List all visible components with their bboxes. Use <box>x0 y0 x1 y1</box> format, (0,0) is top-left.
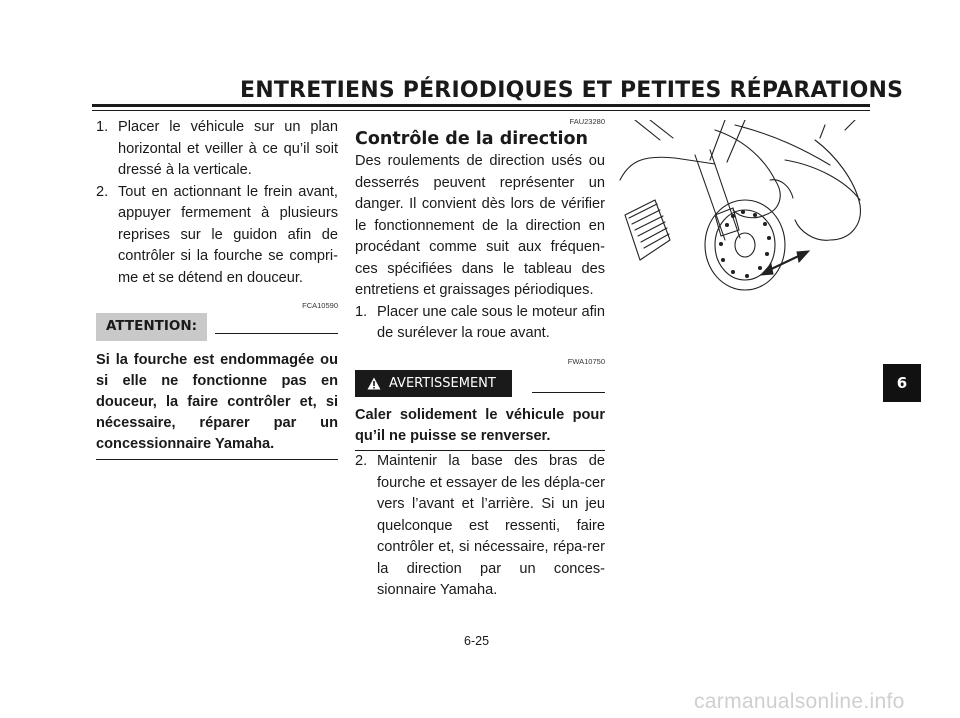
left-column <box>96 117 338 460</box>
step-number: 2. <box>96 183 109 200</box>
fork-check-steps <box>96 117 338 289</box>
step-text: Maintenir la base des bras de fourche et essayer de les dépla-cer vers l’avant et l’arrière. Si un jeu quelconque est ressenti, faire contrôler et, si nécessaire, répa-rer la direction par un conces-sionnaire Yamaha. <box>377 453 605 598</box>
steering-check-illustration <box>615 120 867 298</box>
list-item <box>355 302 605 345</box>
section-intro: Des roulements de direction usés ou desserrés peuvent représenter un danger. Il convient dès lors de vérifier le fonctionnement de la direction en procédant comme suit aux fréquen-ces spécifiées dans le tableau des entretiens et graissages périodiques. <box>355 153 605 298</box>
warning-text: Caler solidement le véhicule pour qu’il ne puisse se renverser. <box>355 405 605 451</box>
step-text: Placer le véhicule sur un plan horizontal et veiller à ce qu’il soit dressé à la verticale. <box>118 119 338 178</box>
header-rule-thick <box>92 104 870 107</box>
header-rule-thin <box>92 110 870 111</box>
attention-badge: ATTENTION: <box>96 313 207 341</box>
middle-column <box>355 117 605 602</box>
warning-code: FWA10750 <box>567 356 605 366</box>
warning-triangle-icon <box>367 377 381 390</box>
steering-steps-2 <box>355 451 605 602</box>
section-code: FAU23280 <box>569 117 605 126</box>
warning-label: AVERTISSEMENT <box>389 375 496 391</box>
step-text: Placer une cale sous le moteur afin de surélever la roue avant. <box>377 303 605 341</box>
chapter-tab: 6 <box>883 364 921 402</box>
watermark: carmanualsonline.info <box>694 690 905 713</box>
list-item <box>355 451 605 602</box>
section-title: Contrôle de la direction <box>355 129 588 149</box>
step-text: Tout en actionnant le frein avant, appuyer fermement à plusieurs reprises sur le guidon afin de contrôler si la fourche se compri-me et se détend en douceur. <box>118 183 338 286</box>
page-number: 6-25 <box>464 634 490 648</box>
warning-badge <box>355 370 512 398</box>
warning-rule <box>532 392 605 393</box>
page-header-title: ENTRETIENS PÉRIODIQUES ET PETITES RÉPARATIONS <box>240 78 904 103</box>
list-item <box>96 182 338 290</box>
step-number: 1. <box>355 303 368 320</box>
attention-text: Si la fourche est endommagée ou si elle ne fonctionne pas en douceur, la faire contrôler et, si nécessaire, réparer par un concessionnaire Yamaha. <box>96 350 338 460</box>
steering-steps-1 <box>355 302 605 345</box>
list-item <box>96 117 338 182</box>
notice-code: FCA10590 <box>302 301 338 310</box>
attention-rule <box>215 333 338 334</box>
step-number: 2. <box>355 453 368 469</box>
warning-header <box>355 370 605 398</box>
attention-header <box>96 313 338 341</box>
step-number: 1. <box>96 119 109 135</box>
